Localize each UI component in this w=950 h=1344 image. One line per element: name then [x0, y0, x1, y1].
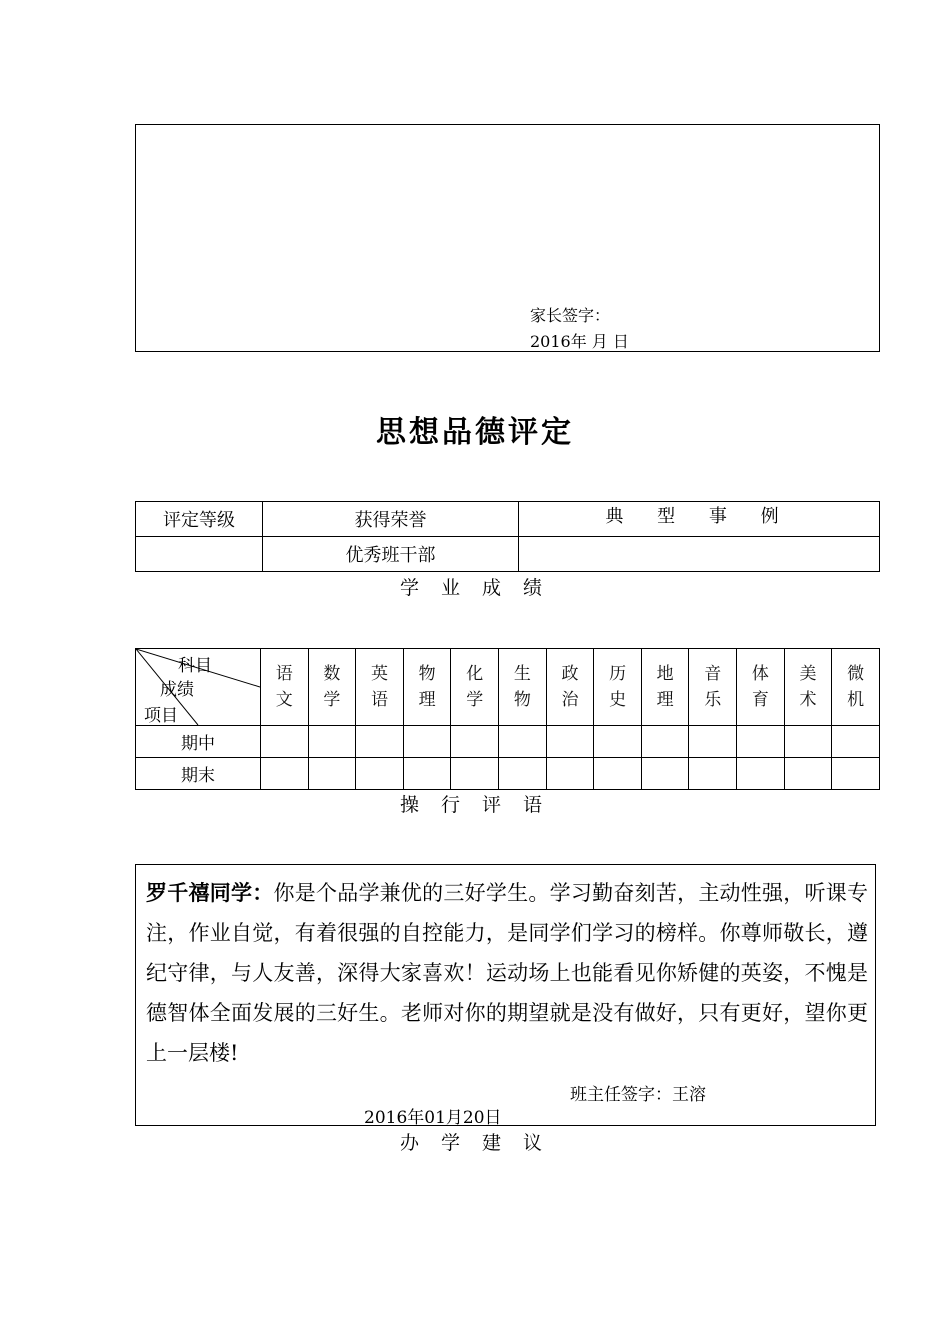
grade-cell[interactable]: [784, 758, 832, 790]
grade-cell[interactable]: [784, 726, 832, 758]
table-row: [136, 502, 880, 537]
subject-header: 语 文: [261, 649, 309, 726]
grade-cell[interactable]: [737, 758, 785, 790]
cell-examples: [519, 537, 880, 572]
comment-body: 你是个品学兼优的三好学生。学习勤奋刻苦，主动性强，听课专注，作业自觉，有着很强的自控能力，是同学们学习的榜样。你尊师敬长，遵纪守律，与人友善，深得大家喜欢！运动场上也能看见你矫健的英姿，不愧是德智体全面发展的三好生。老师对你的期望就是没有做好，只有更好，望你更上一层楼!: [146, 881, 869, 1065]
grade-cell[interactable]: [546, 758, 594, 790]
corner-cell: [136, 649, 261, 726]
subject-header: 微 机: [832, 649, 880, 726]
grade-cell[interactable]: [546, 726, 594, 758]
cell-honors: 优秀班干部: [263, 537, 519, 572]
grade-cell[interactable]: [451, 726, 499, 758]
grade-cell[interactable]: [308, 758, 356, 790]
grade-cell[interactable]: [499, 758, 547, 790]
grade-cell[interactable]: [403, 726, 451, 758]
student-name: 罗千禧同学：: [146, 880, 274, 905]
grade-cell[interactable]: [641, 758, 689, 790]
grade-cell[interactable]: [356, 758, 404, 790]
subject-header: 音 乐: [689, 649, 737, 726]
subject-header: 数 学: [308, 649, 356, 726]
grade-cell[interactable]: [403, 758, 451, 790]
header-honors: 获得荣誉: [263, 502, 519, 537]
grade-cell[interactable]: [594, 726, 642, 758]
comment-text: [146, 873, 868, 1073]
moral-evaluation-table: [135, 501, 880, 572]
row-label: 期中: [136, 726, 261, 758]
grade-cell[interactable]: [451, 758, 499, 790]
teacher-signature: 班主任签字：王溶: [570, 1085, 706, 1105]
parent-signature-date: 2016年 月 日: [530, 332, 629, 351]
header-examples: 典 型 事 例: [519, 502, 880, 537]
grade-cell[interactable]: [832, 726, 880, 758]
grade-cell[interactable]: [261, 726, 309, 758]
grade-cell[interactable]: [832, 758, 880, 790]
corner-subject-label: 科目: [178, 656, 212, 676]
grade-cell[interactable]: [308, 726, 356, 758]
corner-score-label: 成绩: [160, 680, 194, 700]
page-title: 思想品德评定: [376, 415, 574, 450]
subject-header: 化 学: [451, 649, 499, 726]
subject-header: 地 理: [641, 649, 689, 726]
subject-header: 体 育: [737, 649, 785, 726]
grade-cell[interactable]: [594, 758, 642, 790]
parent-signature-label: 家长签字：: [530, 306, 611, 325]
suggestion-section-label: 办 学 建 议: [399, 1132, 551, 1154]
grade-cell[interactable]: [689, 726, 737, 758]
grades-table: [135, 648, 880, 790]
corner-item-label: 项目: [144, 706, 178, 726]
grade-cell[interactable]: [641, 726, 689, 758]
cell-rating: [136, 537, 263, 572]
grade-cell[interactable]: [356, 726, 404, 758]
header-rating: 评定等级: [136, 502, 263, 537]
subject-header: 美 术: [784, 649, 832, 726]
academic-section-label: 学 业 成 绩: [399, 577, 551, 599]
table-row: [136, 649, 880, 726]
subject-header: 政 治: [546, 649, 594, 726]
row-label: 期末: [136, 758, 261, 790]
grade-cell[interactable]: [499, 726, 547, 758]
comment-date: 2016年01月20日: [364, 1108, 502, 1128]
subject-header: 生 物: [499, 649, 547, 726]
subject-header: 历 史: [594, 649, 642, 726]
parent-comment-box: [135, 124, 880, 352]
table-row: [136, 726, 880, 758]
grade-cell[interactable]: [689, 758, 737, 790]
teacher-comment-box: [135, 864, 876, 1126]
table-row: [136, 758, 880, 790]
grade-cell[interactable]: [261, 758, 309, 790]
subject-header: 物 理: [403, 649, 451, 726]
conduct-section-label: 操 行 评 语: [399, 794, 551, 816]
subject-header: 英 语: [356, 649, 404, 726]
table-row: [136, 537, 880, 572]
grade-cell[interactable]: [737, 726, 785, 758]
